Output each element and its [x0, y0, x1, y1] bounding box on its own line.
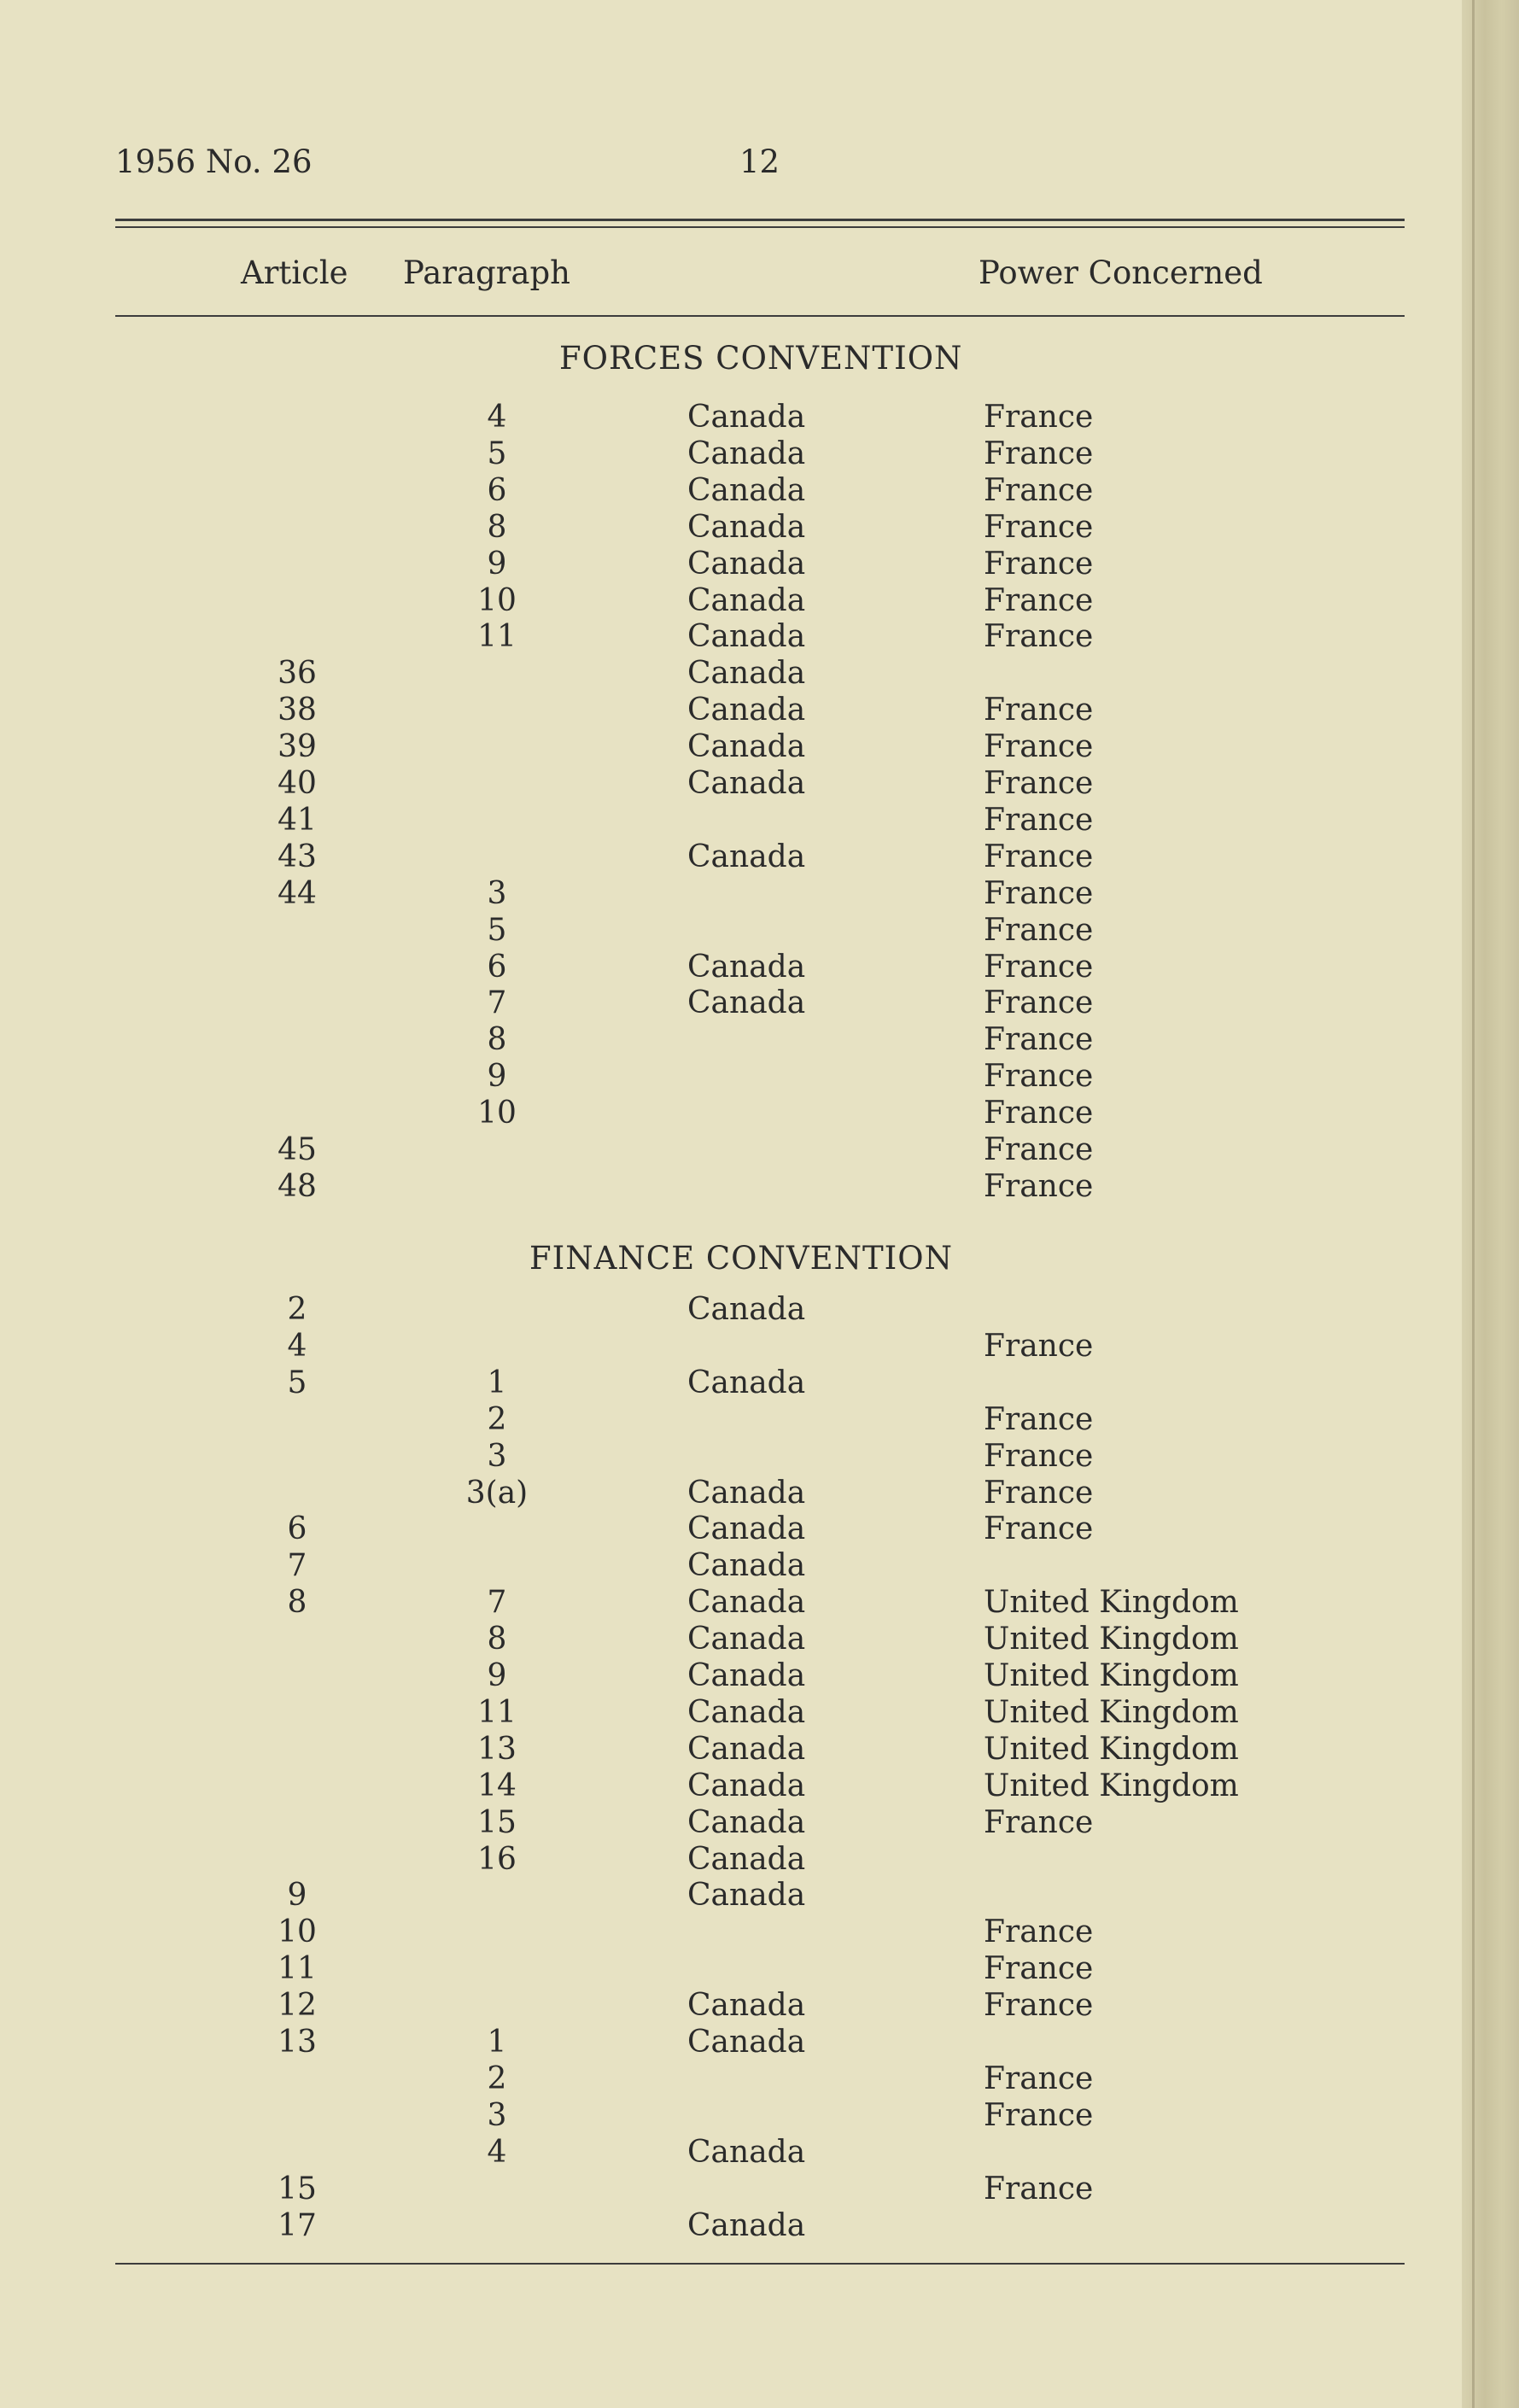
cell-power-canada: Canada: [687, 1585, 806, 1620]
cell-power-canada: Canada: [687, 729, 806, 764]
cell-power-other: France: [984, 583, 1094, 618]
section-title: FINANCE CONVENTION: [529, 1240, 953, 1277]
cell-power-other: France: [984, 913, 1094, 948]
cell-power-other: France: [984, 1059, 1094, 1094]
column-header-power: Power Concerned: [979, 254, 1263, 291]
cell-power-canada: Canada: [687, 2025, 806, 2060]
cell-power-other: France: [984, 1329, 1094, 1364]
cell-article: 15: [278, 2171, 317, 2206]
cell-paragraph: 3: [487, 2098, 507, 2133]
cell-power-other: France: [984, 1988, 1094, 2023]
cell-article: 9: [287, 1878, 307, 1913]
cell-power-canada: Canada: [687, 766, 806, 801]
cell-power-canada: Canada: [687, 1476, 806, 1511]
cell-power-canada: Canada: [687, 1842, 806, 1877]
cell-paragraph: 16: [477, 1842, 517, 1877]
cell-power-other: France: [984, 1476, 1094, 1511]
cell-power-canada: Canada: [687, 619, 806, 654]
cell-power-other: United Kingdom: [984, 1658, 1239, 1693]
cell-paragraph: 10: [477, 1096, 517, 1131]
cell-paragraph: 1: [487, 1365, 507, 1400]
cell-article: 39: [278, 729, 317, 764]
cell-power-other: France: [984, 1439, 1094, 1474]
cell-article: 7: [287, 1548, 307, 1583]
cell-power-canada: Canada: [687, 1732, 806, 1767]
cell-paragraph: 6: [487, 473, 507, 508]
cell-power-canada: Canada: [687, 2135, 806, 2170]
cell-power-other: France: [984, 436, 1094, 471]
cell-power-canada: Canada: [687, 436, 806, 471]
top-rule-2: [115, 226, 1405, 228]
cell-article: 5: [287, 1365, 307, 1400]
cell-power-other: United Kingdom: [984, 1585, 1239, 1620]
cell-article: 13: [278, 2025, 317, 2060]
cell-power-canada: Canada: [687, 1511, 806, 1546]
cell-power-other: France: [984, 400, 1094, 435]
cell-power-other: France: [984, 1096, 1094, 1131]
top-rule-1: [115, 219, 1405, 221]
cell-power-other: United Kingdom: [984, 1622, 1239, 1657]
cell-power-other: France: [984, 1805, 1094, 1840]
cell-paragraph: 14: [477, 1768, 517, 1803]
cell-power-canada: Canada: [687, 656, 806, 691]
cell-article: 4: [287, 1329, 307, 1364]
cell-power-canada: Canada: [687, 1768, 806, 1803]
cell-paragraph: 2: [487, 2061, 507, 2096]
cell-article: 12: [278, 1988, 317, 2023]
cell-paragraph: 3: [487, 1439, 507, 1474]
cell-paragraph: 15: [477, 1805, 517, 1840]
cell-paragraph: 8: [487, 510, 507, 545]
cell-power-other: France: [984, 1402, 1094, 1437]
cell-power-other: United Kingdom: [984, 1732, 1239, 1767]
cell-paragraph: 10: [477, 583, 517, 618]
column-header-article: Article: [241, 254, 348, 291]
cell-power-other: France: [984, 876, 1094, 911]
cell-power-other: France: [984, 839, 1094, 874]
cell-paragraph: 6: [487, 950, 507, 985]
cell-paragraph: 1: [487, 2025, 507, 2060]
cell-power-other: France: [984, 950, 1094, 985]
cell-power-other: United Kingdom: [984, 1695, 1239, 1730]
section-title: FORCES CONVENTION: [559, 340, 963, 377]
cell-article: 40: [278, 766, 317, 801]
cell-article: 10: [278, 1914, 317, 1949]
cell-power-other: France: [984, 693, 1094, 728]
cell-power-other: France: [984, 985, 1094, 1020]
cell-power-canada: Canada: [687, 400, 806, 435]
cell-article: 2: [287, 1292, 307, 1327]
cell-paragraph: 11: [477, 1695, 517, 1730]
cell-power-canada: Canada: [687, 1548, 806, 1583]
cell-power-other: France: [984, 1511, 1094, 1546]
cell-power-other: United Kingdom: [984, 1768, 1239, 1803]
cell-power-canada: Canada: [687, 473, 806, 508]
cell-power-canada: Canada: [687, 1988, 806, 2023]
cell-article: 36: [278, 656, 317, 691]
cell-power-canada: Canada: [687, 1805, 806, 1840]
column-header-paragraph: Paragraph: [403, 254, 570, 291]
cell-power-canada: Canada: [687, 546, 806, 582]
cell-power-canada: Canada: [687, 950, 806, 985]
cell-power-other: France: [984, 803, 1094, 838]
cell-paragraph: 9: [487, 1059, 507, 1094]
cell-paragraph: 13: [477, 1732, 517, 1767]
cell-paragraph: 5: [487, 436, 507, 471]
cell-power-other: France: [984, 473, 1094, 508]
cell-power-canada: Canada: [687, 1622, 806, 1657]
cell-power-canada: Canada: [687, 510, 806, 545]
cell-article: 17: [278, 2208, 317, 2243]
cell-paragraph: 11: [477, 619, 517, 654]
cell-paragraph: 8: [487, 1622, 507, 1657]
cell-power-other: France: [984, 2061, 1094, 2096]
cell-power-canada: Canada: [687, 1695, 806, 1730]
cell-power-other: France: [984, 1169, 1094, 1204]
cell-paragraph: 7: [487, 985, 507, 1020]
cell-power-canada: Canada: [687, 1878, 806, 1913]
cell-article: 38: [278, 693, 317, 728]
cell-article: 48: [278, 1169, 317, 1204]
cell-power-other: France: [984, 619, 1094, 654]
cell-power-canada: Canada: [687, 2208, 806, 2243]
cell-power-other: France: [984, 1951, 1094, 1986]
cell-power-other: France: [984, 2171, 1094, 2206]
cell-article: 11: [278, 1951, 317, 1986]
cell-article: 44: [278, 876, 317, 911]
cell-paragraph: 4: [487, 2135, 507, 2170]
header-citation: 1956 No. 26: [115, 143, 313, 180]
bottom-rule: [115, 2263, 1405, 2265]
cell-article: 41: [278, 803, 317, 838]
cell-article: 8: [287, 1585, 307, 1620]
cell-article: 43: [278, 839, 317, 874]
cell-power-other: France: [984, 546, 1094, 582]
cell-paragraph: 5: [487, 913, 507, 948]
cell-article: 6: [287, 1511, 307, 1546]
cell-power-canada: Canada: [687, 1365, 806, 1400]
header-page-number: 12: [739, 143, 780, 180]
cell-paragraph: 9: [487, 1658, 507, 1693]
cell-power-canada: Canada: [687, 839, 806, 874]
cell-power-canada: Canada: [687, 1658, 806, 1693]
cell-paragraph: 4: [487, 400, 507, 435]
cell-power-canada: Canada: [687, 985, 806, 1020]
cell-article: 45: [278, 1132, 317, 1167]
cell-paragraph: 2: [487, 1402, 507, 1437]
page-edge-line: [1472, 0, 1475, 2408]
cell-paragraph: 8: [487, 1022, 507, 1057]
cell-power-canada: Canada: [687, 1292, 806, 1327]
cell-power-other: France: [984, 1914, 1094, 1949]
cell-power-other: France: [984, 766, 1094, 801]
cell-power-canada: Canada: [687, 583, 806, 618]
header-rule: [115, 315, 1405, 317]
cell-paragraph: 9: [487, 546, 507, 582]
cell-power-other: France: [984, 1132, 1094, 1167]
cell-power-other: France: [984, 2098, 1094, 2133]
page-edge-shadow: [1462, 0, 1519, 2408]
cell-paragraph: 3: [487, 876, 507, 911]
cell-power-other: France: [984, 1022, 1094, 1057]
cell-power-other: France: [984, 729, 1094, 764]
cell-paragraph: 7: [487, 1585, 507, 1620]
cell-paragraph: 3(a): [465, 1476, 529, 1511]
cell-power-other: France: [984, 510, 1094, 545]
cell-power-canada: Canada: [687, 693, 806, 728]
